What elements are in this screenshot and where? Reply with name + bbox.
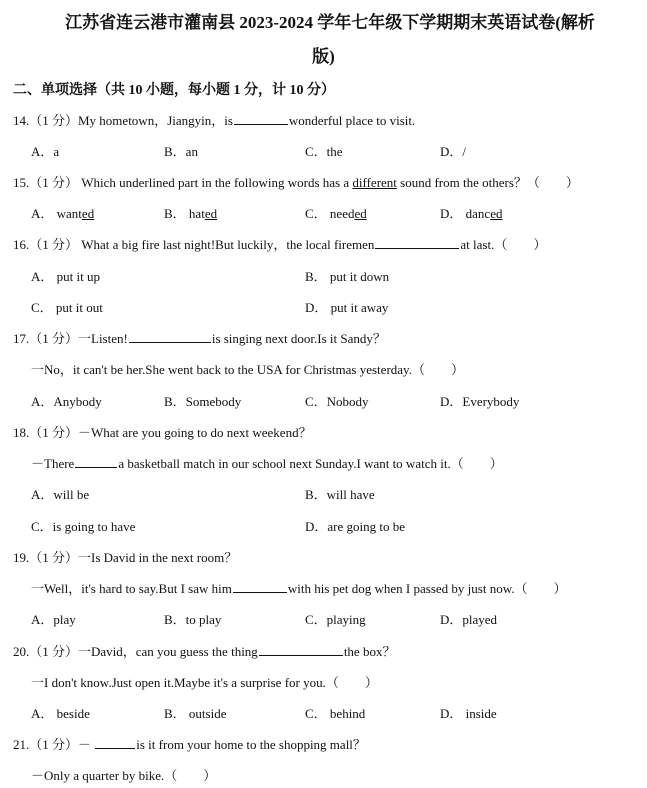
- option-b[interactable]: B．to play: [164, 612, 222, 627]
- option-d[interactable]: D． danced: [440, 206, 503, 221]
- question-20-reply: 一I don't know.Just open it.Maybe it's a surprise for you.（ ）: [31, 675, 378, 690]
- option-c[interactable]: C． put it out: [31, 300, 103, 315]
- option-c[interactable]: C． behind: [305, 706, 366, 721]
- section-heading: 二、单项选择（共 10 小题，每小题 1 分，计 10 分）: [13, 83, 335, 98]
- title-line-1: 江苏省连云港市灌南县 2023-2024 学年七年级下学期期末英语试卷(解析: [65, 13, 595, 32]
- answer-blank: [129, 330, 211, 343]
- option-c[interactable]: C．the: [305, 144, 343, 159]
- option-b[interactable]: B． outside: [164, 706, 227, 721]
- question-17-reply: 一No，it can't be her.She went back to the USA for Christmas yesterday.（ ）: [31, 362, 464, 377]
- answer-blank: [95, 736, 135, 749]
- option-b[interactable]: B．Somebody: [164, 394, 242, 409]
- answer-blank: [259, 643, 343, 656]
- option-d[interactable]: D．are going to be: [305, 519, 406, 534]
- question-19-stem: 19.（1 分）一Is David in the next room？: [13, 550, 238, 565]
- option-d[interactable]: D．Everybody: [440, 394, 520, 409]
- option-b[interactable]: B． put it down: [305, 269, 390, 284]
- answer-blank: [234, 112, 288, 125]
- answer-blank: [233, 580, 287, 593]
- option-c[interactable]: C． needed: [305, 206, 367, 221]
- question-20-stem: 20.（1 分）一David，can you guess the thing the box？: [13, 644, 396, 659]
- option-d[interactable]: D． inside: [440, 706, 497, 721]
- question-18-stem: 18.（1 分）－What are you going to do next weekend？: [13, 425, 312, 440]
- option-c[interactable]: C．Nobody: [305, 394, 369, 409]
- question-21-stem: 21.（1 分）－ is it from your home to the shopping mall？: [13, 737, 366, 752]
- option-a[interactable]: A． put it up: [31, 269, 100, 284]
- option-d[interactable]: D．played: [440, 612, 498, 627]
- question-18-reply: －There a basketball match in our school next Sunday.I want to watch it.（ ）: [31, 456, 503, 471]
- option-a[interactable]: A．play: [31, 612, 76, 627]
- question-14-stem: 14.（1 分）My hometown，Jiangyin，is wonderful place to visit.: [13, 113, 416, 128]
- option-a[interactable]: A．Anybody: [31, 394, 102, 409]
- answer-blank: [75, 455, 117, 468]
- question-17-stem: 17.（1 分）一Listen! is singing next door.Is it Sandy？: [13, 331, 386, 346]
- option-c[interactable]: C．playing: [305, 612, 366, 627]
- option-c[interactable]: C．is going to have: [31, 519, 136, 534]
- title-line-2: 版): [312, 47, 335, 66]
- option-b[interactable]: B．an: [164, 144, 198, 159]
- option-a[interactable]: A．a: [31, 144, 60, 159]
- option-a[interactable]: A． beside: [31, 706, 90, 721]
- question-16-stem: 16.（1 分） What a big fire last night!But luckily，the local firemen at last.（ ）: [13, 237, 547, 252]
- question-19-reply: 一Well，it's hard to say.But I saw him with his pet dog when I passed by just now.（ ）: [31, 581, 567, 596]
- question-21-reply: －Only a quarter by bike.（ ）: [31, 768, 217, 783]
- option-a[interactable]: A．will be: [31, 487, 90, 502]
- option-d[interactable]: D． put it away: [305, 300, 389, 315]
- document-title: [0, 6, 647, 74]
- option-a[interactable]: A． wanted: [31, 206, 95, 221]
- option-d[interactable]: D．/: [440, 144, 467, 159]
- question-15-stem: 15.（1 分） Which underlined part in the following words has a different sound from the others？（ ）: [13, 175, 579, 190]
- underlined-word: different: [352, 175, 397, 190]
- answer-blank: [375, 236, 459, 249]
- option-b[interactable]: B．will have: [305, 487, 375, 502]
- option-b[interactable]: B． hated: [164, 206, 218, 221]
